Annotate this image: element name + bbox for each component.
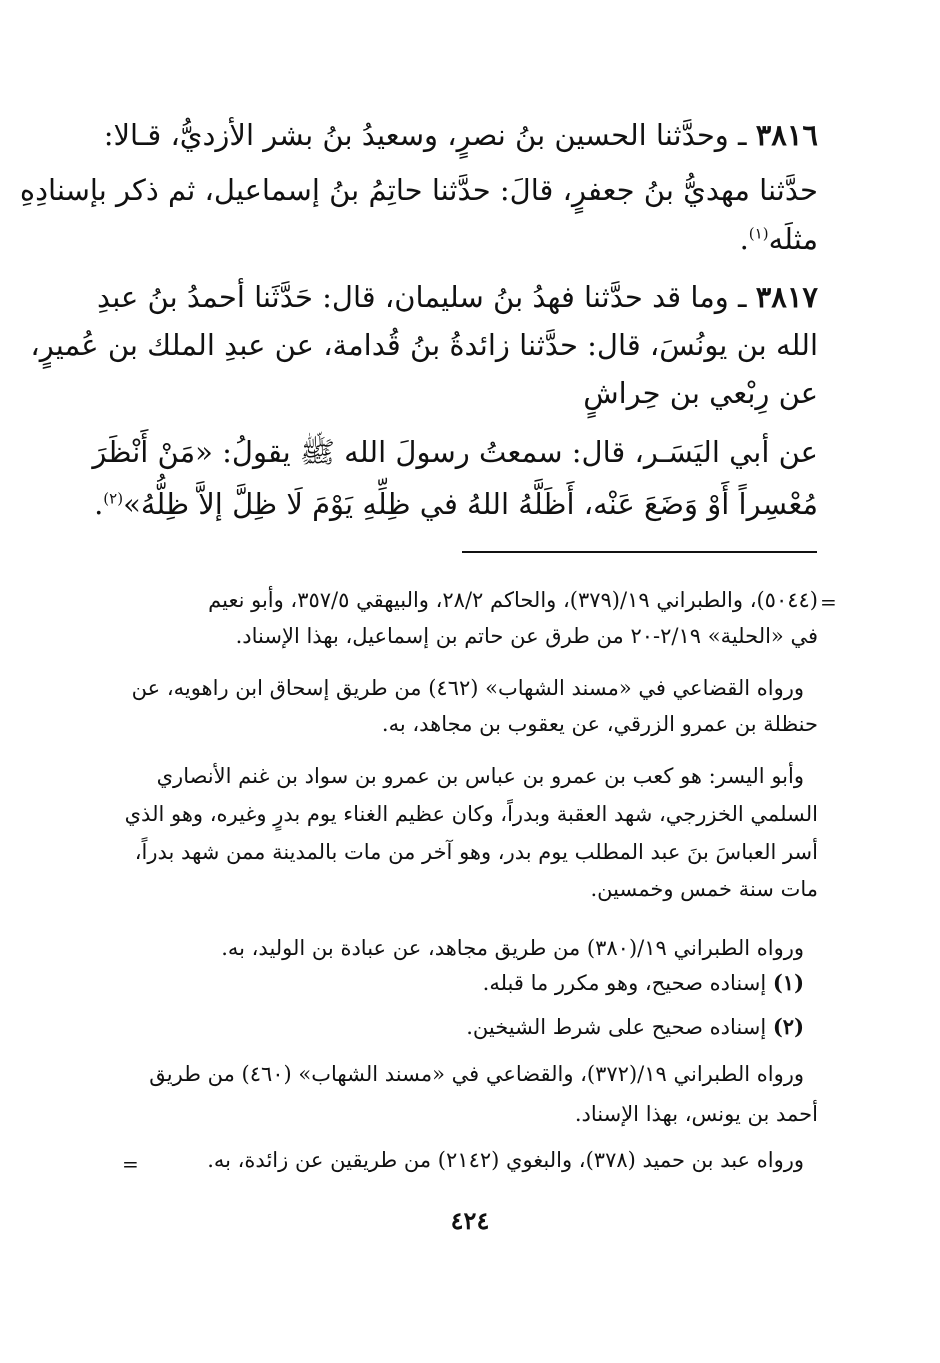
footnote-line: ورواه القضاعي في «مسند الشهاب» (٤٦٢) من طريق إسحاق ابن راهويه، عن	[131, 676, 804, 700]
hadith-3816-line-1	[104, 118, 818, 152]
footnote-separator	[462, 551, 817, 553]
hadith-3817	[30, 280, 818, 420]
hadith-number: ٣٨١٧	[755, 280, 818, 314]
hadith-end: .	[739, 222, 749, 256]
footnote-line: (٥٠٤٤)، والطبراني ١٩/(٣٧٩)، والحاكم ٢٨/٢، والبيهقي ٣٥٧/٥، وأبو نعيم	[208, 588, 818, 612]
footnote-1	[118, 970, 818, 1006]
footnote-line: أحمد بن يونس، بهذا الإسناد.	[574, 1102, 818, 1126]
footnote-line: ورواه الطبراني ١٩/(٣٨٠) من طريق مجاهد، عن عبادة بن الوليد، به.	[221, 936, 804, 960]
hadith-text: مثلَه	[768, 222, 818, 256]
footnote-line: السلمي الخزرجي، شهد العقبة وبدراً، وكان عظيم الغناء يوم بدرٍ وغيره، وهو الذي	[124, 802, 818, 826]
hadith-end: .	[94, 487, 104, 521]
footnote-number: (٢)	[772, 1014, 804, 1039]
footnote-paragraph-5	[118, 1062, 818, 1142]
hadith-3816	[19, 118, 818, 258]
footnote-2	[118, 1014, 818, 1050]
continuation-mark-end: =	[122, 1152, 139, 1176]
hadith-3816-line-3	[740, 222, 818, 256]
hadith-3817-line-1	[97, 280, 818, 314]
footnote-paragraph-3	[118, 764, 818, 924]
footnote-line: في «الحلية» ٢/١٩-٢٠ من طرق عن حاتم بن إسماعيل، بهذا الإسناد.	[235, 624, 818, 648]
footnote-paragraph-1	[118, 588, 818, 668]
footnote-line: حنظلة بن عمرو الزرقي، عن يعقوب بن مجاهد، به.	[381, 712, 818, 736]
footnote-line: ورواه الطبراني ١٩/(٣٧٢)، والقضاعي في «مسند الشهاب» (٤٦٠) من طريق	[149, 1062, 804, 1086]
hadith-3816-line-2: حدَّثنا مهديُّ بنُ جعفرٍ، قالَ: حدَّثنا حاتِمُ بنُ إسماعيل، ثم ذكر بإسنادِهِ	[19, 173, 818, 207]
page-number: ٤٢٤	[450, 1206, 490, 1235]
footnote-ref: (٢)	[103, 489, 124, 508]
footnote-line: أسر العباسَ بنَ عبد المطلب يوم بدر، وهو آخر من مات بالمدينة ممن شهد بدراً،	[134, 840, 818, 864]
footnote-text: إسناده صحيح، وهو مكرر ما قبله.	[482, 971, 773, 995]
continuation-mark: =	[820, 590, 837, 614]
hadith-number: ٣٨١٦	[755, 118, 818, 152]
footnote-paragraph-4	[118, 936, 818, 972]
footnote-paragraph-6	[118, 1148, 818, 1184]
footnote-number: (١)	[772, 970, 804, 995]
hadith-text: ـ وما قد حدَّثنا فهدُ بنُ سليمان، قال: حَدَّثَنا أحمدُ بنُ عبدِ	[97, 280, 756, 314]
footnote-text: إسناده صحيح على شرط الشيخين.	[466, 1015, 773, 1039]
footnote-line: ورواه عبد بن حميد (٣٧٨)، والبغوي (٢١٤٢) من طريقين عن زائدة، به.	[207, 1148, 804, 1172]
hadith-matn-line-1: عن أبي اليَسَـر، قال: سمعتُ رسولَ الله ﷺ يقولُ: «مَنْ أَنْظَرَ	[92, 435, 818, 469]
hadith-3817-line-2: الله بن يونُسَ، قال: حدَّثنا زائدةُ بنُ قُدامة، عن عبدِ الملك بن عُميرٍ،	[30, 328, 818, 362]
footnote-line: وأبو اليسر: هو كعب بن عمرو بن عباس بن عمرو بن سواد بن غنم الأنصاري	[156, 764, 804, 788]
footnote-line: مات سنة خمس وخمسين.	[590, 877, 818, 901]
footnote-line	[466, 1014, 804, 1039]
hadith-3817-line-3: عن رِبْعي بن حِراشٍ	[583, 376, 818, 410]
hadith-matn	[92, 435, 818, 535]
hadith-text: ـ وحدَّثنا الحسين بنُ نصرٍ، وسعيدُ بنُ بشر الأزديُّ، قـالا:	[103, 118, 756, 152]
hadith-matn-line-2	[94, 487, 818, 521]
hadith-text: مُعْسِراً أَوْ وَضَعَ عَنْه، أَظَلَّهُ اللهُ في ظِلِّهِ يَوْمَ لَا ظِلَّ إلاَّ ظِلُّهُ»	[123, 487, 818, 521]
footnote-ref: (١)	[748, 224, 769, 243]
footnote-paragraph-2	[118, 676, 818, 756]
footnote-line	[483, 970, 804, 995]
